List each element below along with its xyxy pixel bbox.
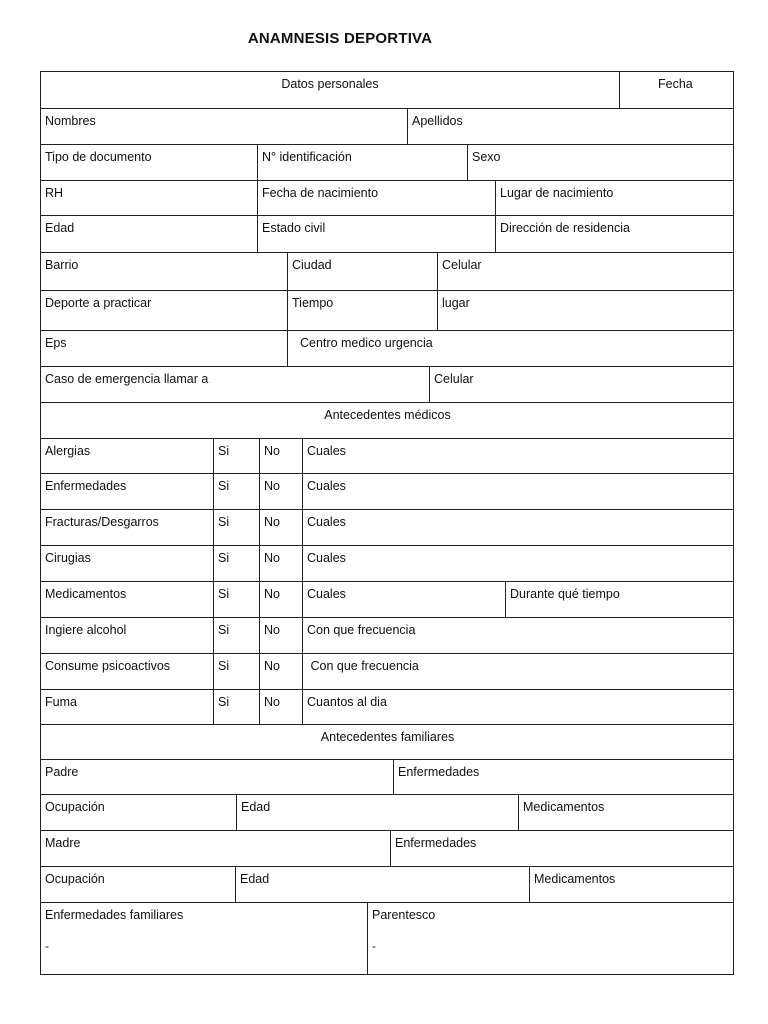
no-option[interactable]: No bbox=[259, 439, 302, 473]
si-option[interactable]: Si bbox=[213, 510, 259, 545]
medical-row bbox=[41, 546, 733, 582]
ocupacion-padre-field[interactable] bbox=[41, 795, 236, 830]
direccion-field[interactable] bbox=[495, 216, 734, 252]
padre-label: Padre bbox=[45, 765, 79, 779]
medical-label: Medicamentos bbox=[45, 587, 127, 601]
emergencia-label: Caso de emergencia llamar a bbox=[45, 372, 209, 386]
document-row bbox=[41, 145, 733, 181]
durante-tiempo-field[interactable] bbox=[505, 582, 734, 617]
frecuencia-label: Con que frecuencia bbox=[307, 623, 416, 637]
cuales-label: Cuales bbox=[307, 551, 346, 565]
no-option[interactable]: No bbox=[259, 546, 302, 581]
edad-field[interactable] bbox=[41, 216, 257, 252]
estado-civil-field[interactable] bbox=[257, 216, 495, 252]
ocupacion-madre-row bbox=[41, 867, 733, 903]
medical-row bbox=[41, 474, 733, 510]
location-row bbox=[41, 253, 733, 291]
identificacion-label: N° identificación bbox=[262, 150, 352, 164]
centro-medico-label: Centro medico urgencia bbox=[300, 336, 433, 350]
medical-label: Fuma bbox=[45, 695, 77, 709]
medical-label: Cirugias bbox=[45, 551, 91, 565]
nombres-field[interactable] bbox=[41, 109, 407, 144]
lugar-nacimiento-field[interactable] bbox=[495, 181, 734, 215]
enfermedades-padre-field[interactable] bbox=[393, 760, 734, 794]
celular-emergencia-field[interactable] bbox=[429, 367, 734, 402]
medical-label: Enfermedades bbox=[45, 479, 127, 493]
deporte-label: Deporte a practicar bbox=[45, 296, 152, 310]
parentesco-label: Parentesco bbox=[372, 908, 436, 922]
cuales-label: Cuales bbox=[307, 515, 346, 529]
family-section-header: Antecedentes familiares bbox=[320, 730, 455, 744]
lugar-nacimiento-label: Lugar de nacimiento bbox=[500, 186, 614, 200]
durante-tiempo-label: Durante qué tiempo bbox=[510, 587, 620, 601]
madre-field[interactable] bbox=[41, 831, 390, 866]
enfermedades-familiares-label: Enfermedades familiares bbox=[45, 908, 184, 922]
names-row bbox=[41, 109, 733, 145]
frecuencia-field[interactable] bbox=[302, 654, 734, 689]
edad-padre-label: Edad bbox=[241, 800, 271, 814]
fecha-label: Fecha bbox=[658, 77, 693, 91]
edad-padre-field[interactable] bbox=[236, 795, 518, 830]
medical-row bbox=[41, 510, 733, 546]
cuales-label: Cuales bbox=[307, 479, 346, 493]
eps-row bbox=[41, 331, 733, 367]
ciudad-label: Ciudad bbox=[292, 258, 332, 272]
si-option[interactable]: Si bbox=[213, 690, 259, 724]
rh-field[interactable] bbox=[41, 181, 257, 215]
personal-header-row bbox=[41, 72, 733, 109]
form-title: ANAMNESIS DEPORTIVA bbox=[247, 30, 433, 47]
direccion-label: Dirección de residencia bbox=[500, 221, 630, 235]
medical-row bbox=[41, 618, 733, 654]
family-diseases-row bbox=[41, 903, 733, 975]
enfermedades-madre-label: Enfermedades bbox=[395, 836, 477, 850]
si-option[interactable]: Si bbox=[213, 546, 259, 581]
medical-section-header: Antecedentes médicos bbox=[324, 408, 451, 422]
medical-row bbox=[41, 439, 733, 474]
edad-madre-field[interactable] bbox=[235, 867, 529, 902]
medical-row bbox=[41, 582, 733, 618]
padre-field[interactable] bbox=[41, 760, 393, 794]
barrio-field[interactable] bbox=[41, 253, 287, 290]
no-option[interactable]: No bbox=[259, 618, 302, 653]
sexo-label: Sexo bbox=[472, 150, 501, 164]
si-option[interactable]: Si bbox=[213, 654, 259, 689]
fecha-nacimiento-label: Fecha de nacimiento bbox=[262, 186, 379, 200]
no-option[interactable]: No bbox=[259, 654, 302, 689]
cuales-field[interactable] bbox=[302, 546, 734, 581]
si-option[interactable]: Si bbox=[213, 582, 259, 617]
sexo-field[interactable] bbox=[467, 145, 734, 180]
si-option[interactable]: Si bbox=[213, 439, 259, 473]
frecuencia-label: Con que frecuencia bbox=[307, 659, 419, 673]
eps-label: Eps bbox=[45, 336, 67, 350]
ocupacion-madre-label: Ocupación bbox=[45, 872, 105, 886]
no-option[interactable]: No bbox=[259, 474, 302, 509]
medical-row bbox=[41, 690, 733, 725]
padre-row bbox=[41, 760, 733, 795]
emergencia-field[interactable] bbox=[41, 367, 429, 402]
ocupacion-padre-label: Ocupación bbox=[45, 800, 105, 814]
parentesco-dash: - bbox=[372, 939, 376, 953]
cuales-field[interactable] bbox=[302, 474, 734, 509]
celular-field[interactable] bbox=[437, 253, 734, 290]
celular-label: Celular bbox=[442, 258, 482, 272]
family-header-row bbox=[41, 725, 733, 760]
tipo-documento-label: Tipo de documento bbox=[45, 150, 152, 164]
rh-label: RH bbox=[45, 186, 64, 200]
apellidos-field[interactable] bbox=[407, 109, 734, 144]
lugar-field[interactable] bbox=[437, 291, 734, 330]
no-option[interactable]: No bbox=[259, 690, 302, 724]
medical-label: Fracturas/Desgarros bbox=[45, 515, 159, 529]
frecuencia-field[interactable] bbox=[302, 618, 734, 653]
ciudad-field[interactable] bbox=[287, 253, 437, 290]
civil-row bbox=[41, 216, 733, 253]
centro-medico-field[interactable] bbox=[287, 331, 734, 366]
madre-row bbox=[41, 831, 733, 867]
cuales-label: Cuales bbox=[307, 587, 346, 601]
medicamentos-padre-field[interactable] bbox=[518, 795, 734, 830]
cuales-field[interactable] bbox=[302, 510, 734, 545]
edad-label: Edad bbox=[45, 221, 75, 235]
si-option[interactable]: Si bbox=[213, 474, 259, 509]
no-option[interactable]: No bbox=[259, 510, 302, 545]
madre-label: Madre bbox=[45, 836, 81, 850]
tiempo-label: Tiempo bbox=[292, 296, 334, 310]
identificacion-field[interactable] bbox=[257, 145, 467, 180]
emergency-row bbox=[41, 367, 733, 403]
ocupacion-madre-field[interactable] bbox=[41, 867, 235, 902]
enfermedades-madre-field[interactable] bbox=[390, 831, 734, 866]
si-option[interactable]: Si bbox=[213, 618, 259, 653]
sport-row bbox=[41, 291, 733, 331]
edad-madre-label: Edad bbox=[240, 872, 270, 886]
medicamentos-padre-label: Medicamentos bbox=[523, 800, 605, 814]
medical-label: Ingiere alcohol bbox=[45, 623, 127, 637]
ocupacion-padre-row bbox=[41, 795, 733, 831]
cuantos-label: Cuantos al dia bbox=[307, 695, 387, 709]
medicamentos-madre-label: Medicamentos bbox=[534, 872, 616, 886]
medical-header-row bbox=[41, 403, 733, 439]
fecha-nacimiento-field[interactable] bbox=[257, 181, 495, 215]
eps-field[interactable] bbox=[41, 331, 287, 366]
lugar-label: lugar bbox=[442, 296, 470, 310]
cuantos-field[interactable] bbox=[302, 690, 734, 724]
birth-row bbox=[41, 181, 733, 216]
estado-civil-label: Estado civil bbox=[262, 221, 326, 235]
enfermedades-familiares-field[interactable] bbox=[41, 903, 367, 975]
enfermedades-familiares-dash: - bbox=[45, 939, 49, 953]
barrio-label: Barrio bbox=[45, 258, 79, 272]
medical-label: Consume psicoactivos bbox=[45, 659, 171, 673]
cuales-field[interactable] bbox=[302, 439, 734, 473]
personal-section-header: Datos personales bbox=[281, 77, 379, 91]
parentesco-field[interactable] bbox=[367, 903, 734, 975]
cuales-label: Cuales bbox=[307, 444, 346, 458]
enfermedades-padre-label: Enfermedades bbox=[398, 765, 480, 779]
medical-label: Alergias bbox=[45, 444, 91, 458]
anamnesis-form bbox=[40, 71, 734, 975]
celular-emergencia-label: Celular bbox=[434, 372, 474, 386]
tiempo-field[interactable] bbox=[287, 291, 437, 330]
medical-row bbox=[41, 654, 733, 690]
fecha-field[interactable] bbox=[619, 72, 734, 108]
nombres-label: Nombres bbox=[45, 114, 96, 128]
cuales-field[interactable] bbox=[302, 582, 505, 617]
deporte-field[interactable] bbox=[41, 291, 287, 330]
tipo-documento-field[interactable] bbox=[41, 145, 257, 180]
apellidos-label: Apellidos bbox=[412, 114, 463, 128]
medicamentos-madre-field[interactable] bbox=[529, 867, 734, 902]
no-option[interactable]: No bbox=[259, 582, 302, 617]
